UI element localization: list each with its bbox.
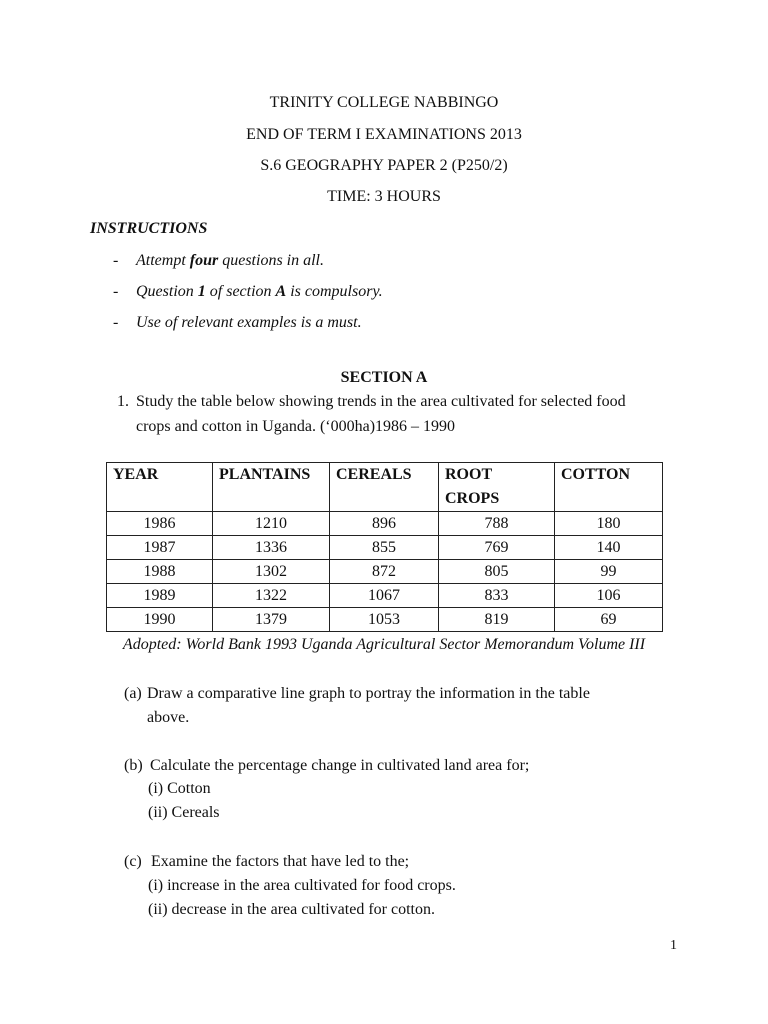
table-row xyxy=(107,512,663,536)
cell-plantains: 1210 xyxy=(213,512,330,536)
cell-root-crops: 833 xyxy=(439,584,555,608)
cell-plantains: 1322 xyxy=(213,584,330,608)
cell-year: 1987 xyxy=(107,536,213,560)
part-c-label: (c) xyxy=(124,853,142,870)
table-header-row xyxy=(107,463,663,512)
cell-cotton: 180 xyxy=(555,512,663,536)
part-a-label: (a) xyxy=(124,685,142,702)
instruction-1-b: four xyxy=(189,252,219,269)
school-name: TRINITY COLLEGE NABBINGO xyxy=(269,94,499,111)
part-b-sub-ii: (ii) Cereals xyxy=(148,804,220,821)
cell-cereals: 896 xyxy=(330,512,439,536)
bullet-dash: - xyxy=(113,314,119,331)
cell-root-crops: 819 xyxy=(439,608,555,632)
header-plantains: PLANTAINS xyxy=(213,463,330,512)
header-root-crops: ROOT CROPS xyxy=(439,463,555,512)
part-c-sub-ii: (ii) decrease in the area cultivated for cotton. xyxy=(148,901,435,918)
cell-year: 1990 xyxy=(107,608,213,632)
part-a-line-2: above. xyxy=(147,709,190,726)
cell-cereals: 1067 xyxy=(330,584,439,608)
cell-cereals: 855 xyxy=(330,536,439,560)
instructions-heading: INSTRUCTIONS xyxy=(90,220,208,237)
instruction-3: Use of relevant examples is a must. xyxy=(136,314,362,331)
table-row xyxy=(107,608,663,632)
instruction-2-a: Question xyxy=(136,283,198,300)
cell-year: 1988 xyxy=(107,560,213,584)
cell-year: 1986 xyxy=(107,512,213,536)
table-row xyxy=(107,584,663,608)
instruction-1-a: Attempt xyxy=(136,252,190,269)
cell-root-crops: 769 xyxy=(439,536,555,560)
cell-cotton: 106 xyxy=(555,584,663,608)
instruction-2-d: A xyxy=(275,283,287,300)
bullet-dash: - xyxy=(113,252,119,269)
question-line-1: Study the table below showing trends in the area cultivated for selected food xyxy=(136,393,626,410)
exam-title: END OF TERM I EXAMINATIONS 2013 xyxy=(246,126,522,143)
table-row xyxy=(107,536,663,560)
instruction-2-b: 1 xyxy=(197,283,206,300)
part-c-line-1: Examine the factors that have led to the; xyxy=(151,853,410,870)
instruction-1-c: questions in all. xyxy=(218,252,324,269)
part-b-sub-i: (i) Cotton xyxy=(148,780,211,797)
part-b-label: (b) xyxy=(124,757,143,774)
crop-area-table xyxy=(106,462,663,632)
section-heading: SECTION A xyxy=(340,369,428,386)
cell-plantains: 1302 xyxy=(213,560,330,584)
instruction-2-e: is compulsory. xyxy=(286,283,383,300)
cell-cereals: 1053 xyxy=(330,608,439,632)
cell-cotton: 99 xyxy=(555,560,663,584)
instruction-2 xyxy=(136,283,383,301)
table-source: Adopted: World Bank 1993 Uganda Agricultural Sector Memorandum Volume III xyxy=(122,636,646,653)
cell-root-crops: 788 xyxy=(439,512,555,536)
time-allowed: TIME: 3 HOURS xyxy=(327,188,441,205)
cell-plantains: 1379 xyxy=(213,608,330,632)
header-cereals: CEREALS xyxy=(330,463,439,512)
instruction-2-c: of section xyxy=(205,283,276,300)
header-cotton: COTTON xyxy=(555,463,663,512)
cell-cotton: 69 xyxy=(555,608,663,632)
header-year: YEAR xyxy=(107,463,213,512)
question-line-2: crops and cotton in Uganda. (‘000ha)1986 – 1990 xyxy=(136,418,456,435)
instruction-1 xyxy=(136,252,324,270)
cell-cotton: 140 xyxy=(555,536,663,560)
part-a-line-1: Draw a comparative line graph to portray the information in the table xyxy=(147,685,590,702)
paper-title: S.6 GEOGRAPHY PAPER 2 (P250/2) xyxy=(260,157,508,174)
cell-cereals: 872 xyxy=(330,560,439,584)
table-row xyxy=(107,560,663,584)
bullet-dash: - xyxy=(113,283,119,300)
part-c-sub-i: (i) increase in the area cultivated for food crops. xyxy=(148,877,456,894)
cell-root-crops: 805 xyxy=(439,560,555,584)
cell-year: 1989 xyxy=(107,584,213,608)
part-b-line-1: Calculate the percentage change in cultivated land area for; xyxy=(150,757,530,774)
page-number: 1 xyxy=(670,938,677,953)
cell-plantains: 1336 xyxy=(213,536,330,560)
question-number: 1. xyxy=(117,393,129,410)
